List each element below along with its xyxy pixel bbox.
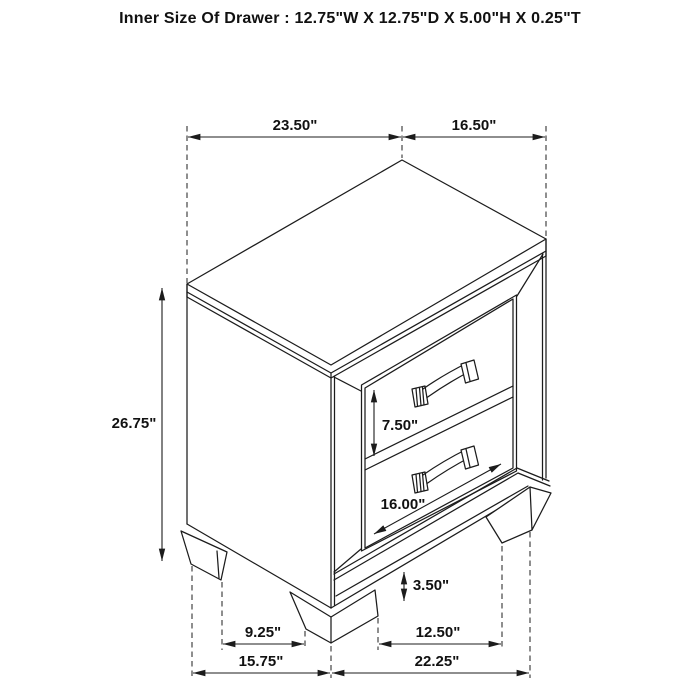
left-foot (181, 531, 227, 580)
right-foot (486, 487, 551, 543)
top-drawer-handle (412, 360, 479, 407)
label-foot-height: 3.50" (412, 577, 450, 594)
label-base-side-depth: 15.75" (238, 653, 284, 670)
label-drawer-front-height: 7.50" (381, 417, 419, 434)
label-base-front-width: 22.25" (414, 653, 460, 670)
label-top-depth: 16.50" (451, 117, 497, 134)
label-overall-height: 26.75" (111, 415, 157, 432)
nightstand (181, 160, 551, 643)
label-top-width: 23.50" (272, 117, 318, 134)
label-front-feet-gap: 12.50" (415, 624, 461, 641)
page-title: Inner Size Of Drawer : 12.75"W X 12.75"D X 5.00"H X 0.25"T (119, 10, 581, 27)
bottom-drawer-handle (412, 446, 479, 493)
label-side-feet-gap: 9.25" (244, 624, 282, 641)
top-panel (187, 160, 546, 365)
label-drawer-front-width: 16.00" (380, 496, 426, 513)
